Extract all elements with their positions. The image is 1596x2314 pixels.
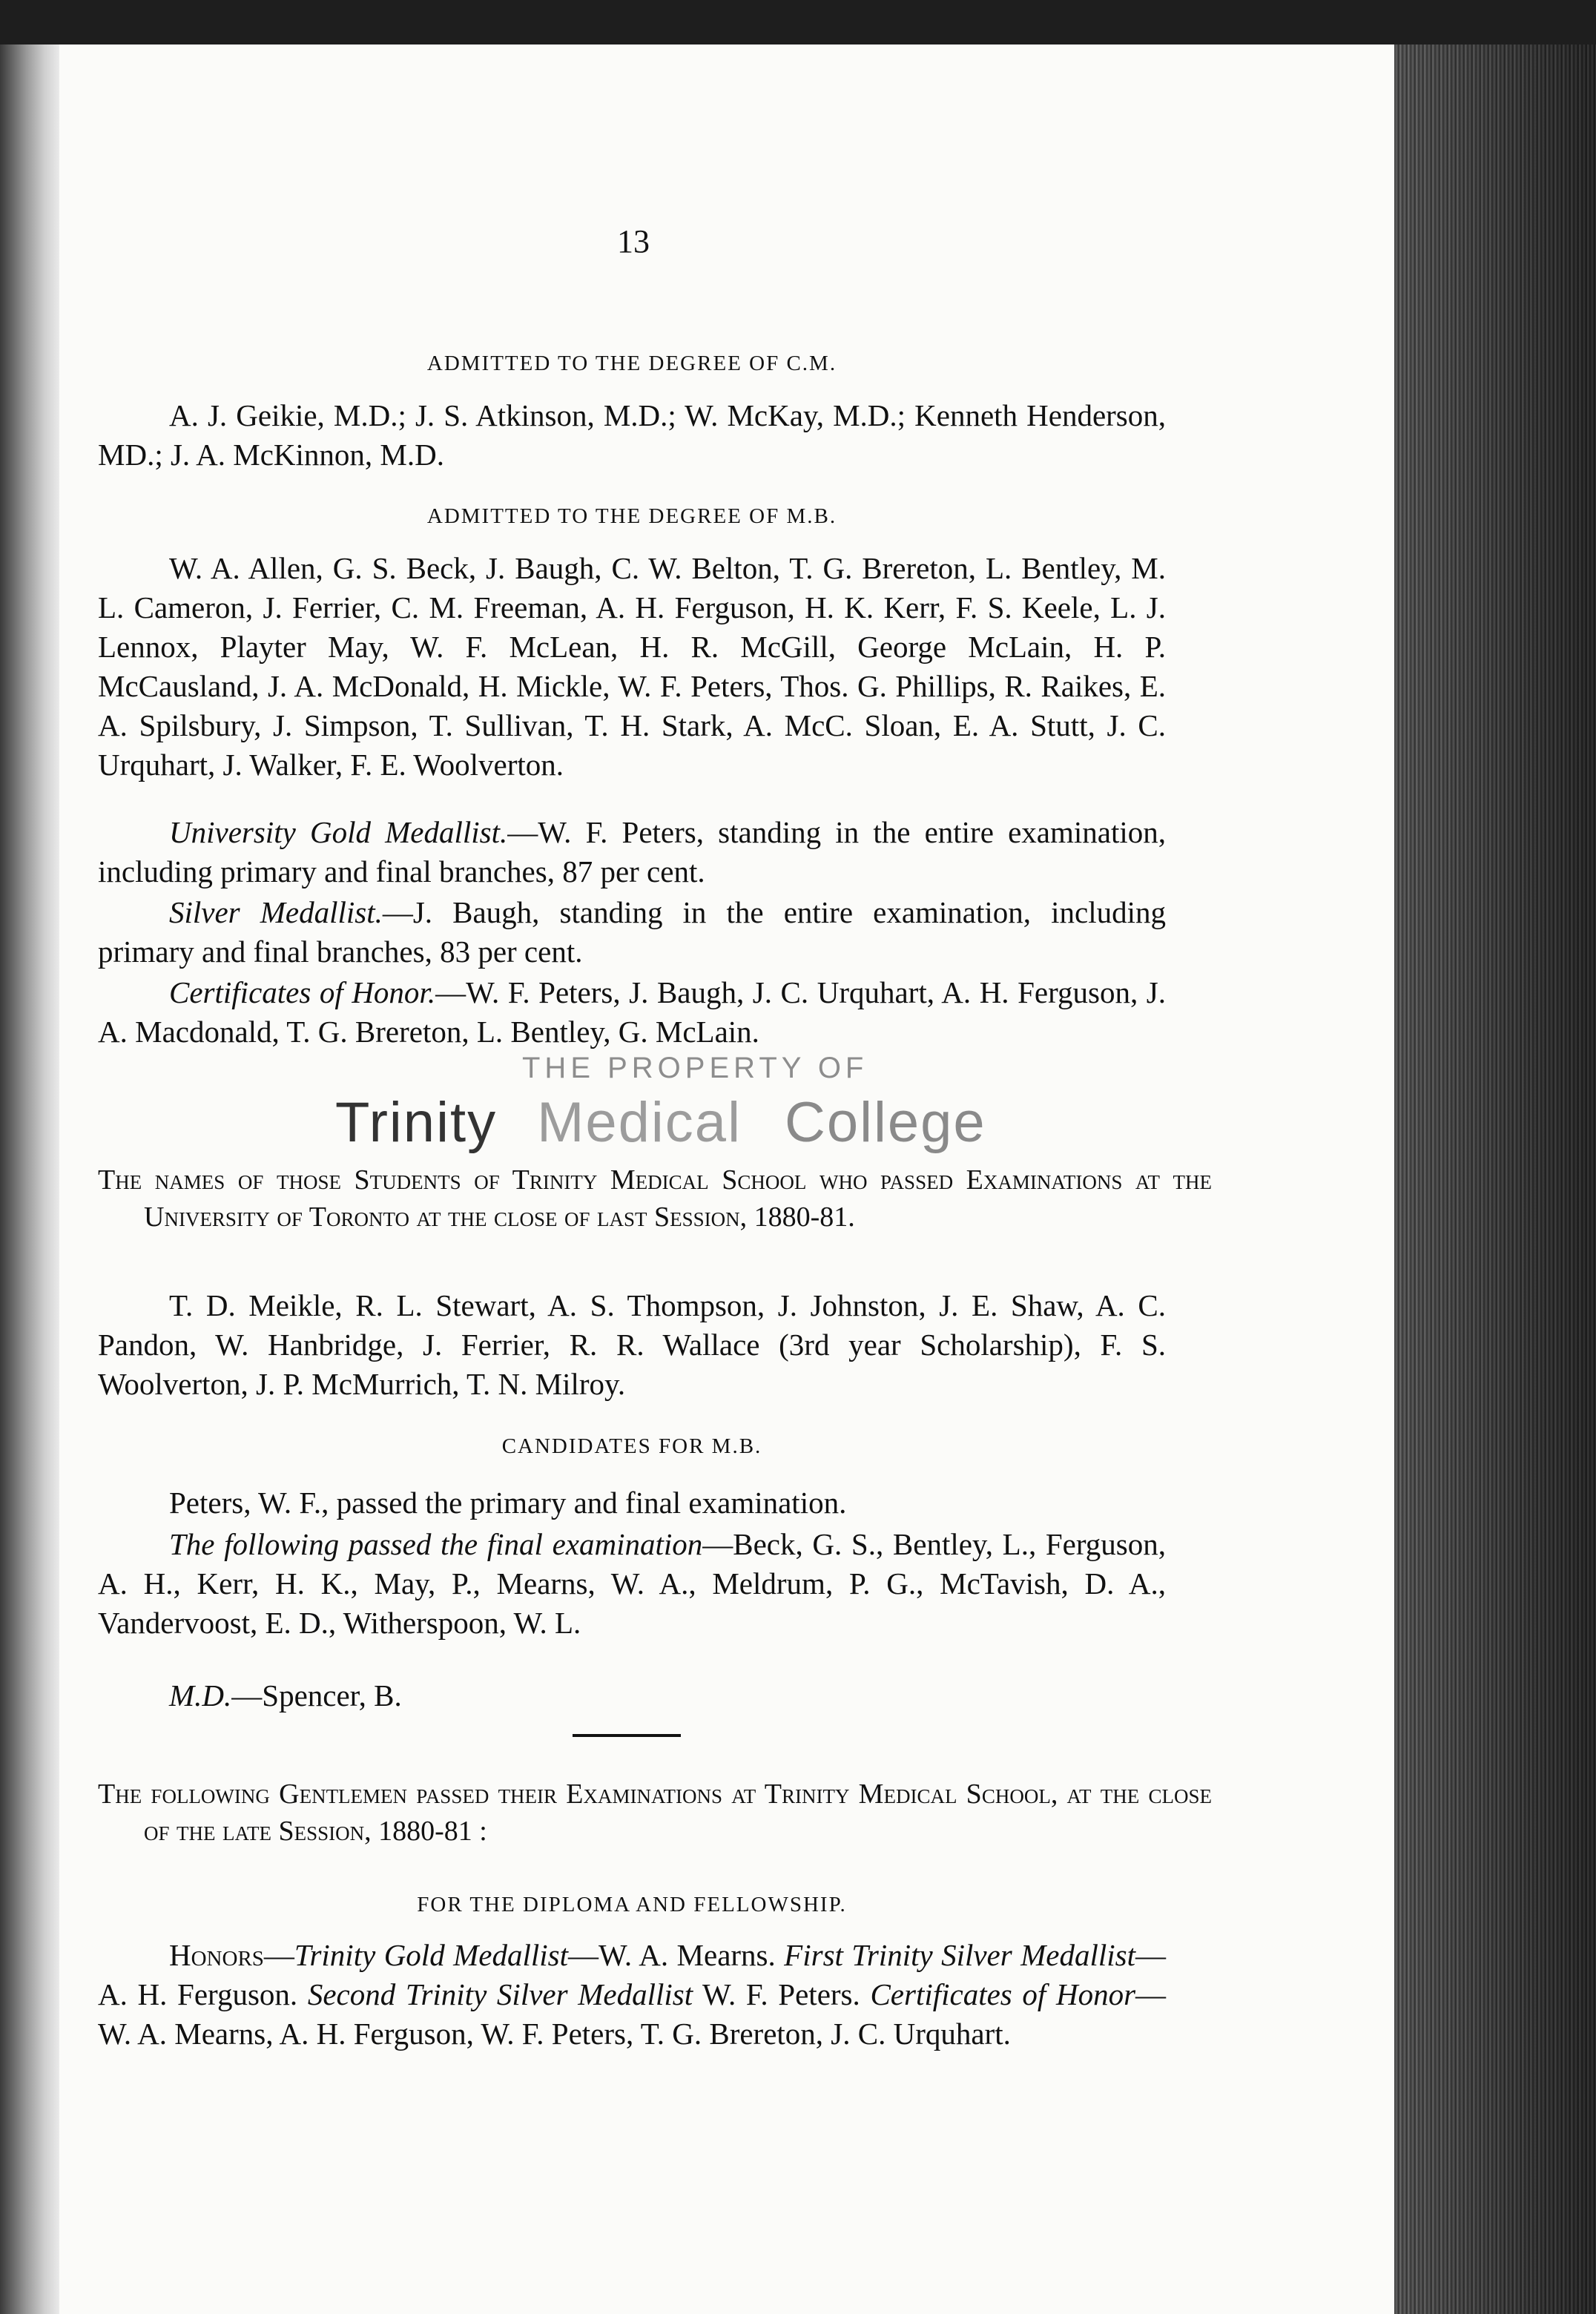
stamp-word-trinity: Trinity	[335, 1091, 498, 1154]
trinity-gold-label: Trinity Gold Medallist	[294, 1938, 568, 1972]
diploma-heading: FOR THE DIPLOMA AND FELLOWSHIP.	[417, 1893, 847, 1916]
cm-graduates: A. J. Geikie, M.D.; J. S. Atkinson, M.D.; W. McKay, M.D.; Kenneth Henderson, MD.; J. A. McKinnon, M.D.	[98, 398, 1166, 472]
library-stamp-top: THE PROPERTY OF	[522, 1052, 868, 1084]
honors-paragraph: Honors—Trinity Gold Medallist—W. A. Mearns. First Trinity Silver Medallist—A. H. Ferguson. Second Trinity Silver Medallist W. F. Peters. Certificates of Honor—W. A. Mearns, A. H. Ferguson, W. F. Peters, T. G. Brereton, J. C. Urquhart.	[98, 1938, 1167, 2051]
silver-medallist-paragraph	[98, 893, 1166, 972]
gold-medallist-text: —W. F. Peters, standing in the entire examination, including primary and final branches, 87 per cent.	[98, 815, 1166, 889]
second-silver-name: W. F. Peters.	[702, 1977, 860, 2011]
first-silver-name: —A. H. Ferguson.	[98, 1938, 1166, 2011]
stamp-word-college: College	[784, 1091, 986, 1154]
stamp-word-medical: Medical	[537, 1091, 742, 1154]
candidates-peters: Peters, W. F., passed the primary and final examination.	[169, 1486, 847, 1520]
md-text: —Spencer, B.	[231, 1678, 402, 1713]
md-paragraph	[98, 1676, 1166, 1715]
toronto-students: T. D. Meikle, R. L. Stewart, A. S. Thompson, J. Johnston, J. E. Shaw, A. C. Pandon, W. Hanbridge, J. Ferrier, R. R. Wallace (3rd year Scholarship), F. S. Woolverton, J. P. McMurrich, T. N. Milroy.	[98, 1288, 1166, 1401]
gold-medallist-label: University Gold Medallist.	[169, 815, 508, 849]
toronto-heading: The names of those Students of Trinity Medical School who passed Examinations at the University of Toronto at the close of last Session, 1880-81.	[98, 1164, 1212, 1233]
gold-medallist-paragraph	[98, 813, 1166, 891]
mb-graduates: W. A. Allen, G. S. Beck, J. Baugh, C. W. Belton, T. G. Brereton, L. Bentley, M. L. Cameron, J. Ferrier, C. M. Freeman, A. H. Ferguson, H. K. Kerr, F. S. Keele, L. J. Lennox, Playter May, W. F. McLean, H. R. McGill, George McLain, H. P. McCausland, J. A. McDonald, H. Mickle, W. F. Peters, Thos. G. Phillips, R. Raikes, E. A. Spilsbury, J. Simpson, T. Sullivan, T. H. Stark, A. McC. Sloan, E. A. Stutt, J. C. Urquhart, J. Walker, F. E. Woolverton.	[98, 551, 1166, 782]
certificates-paragraph	[98, 973, 1166, 1052]
library-stamp	[335, 1090, 986, 1155]
second-silver-label: Second Trinity Silver Medallist	[307, 1977, 693, 2011]
trinity-gold-name: —W. A. Mearns.	[567, 1938, 776, 1972]
candidates-final-label: The following passed the final examination	[169, 1527, 703, 1561]
trinity-heading: The following Gentlemen passed their Examinations at Trinity Medical School, at the close of the late Session, 1880-81 :	[98, 1779, 1212, 1847]
trinity-certificates-names: —W. A. Mearns, A. H. Ferguson, W. F. Peters, T. G. Brereton, J. C. Urquhart.	[98, 1977, 1167, 2051]
book-page	[59, 44, 1394, 2314]
certificates-label: Certificates of Honor.	[169, 975, 436, 1009]
candidates-final-paragraph	[98, 1525, 1166, 1643]
candidates-heading: CANDIDATES FOR M.B.	[501, 1434, 762, 1458]
page-number: 13	[617, 223, 650, 260]
book-page-edges	[1394, 44, 1596, 2314]
honors-label: Honors	[169, 1938, 264, 1972]
candidates-final-text: —Beck, G. S., Bentley, L., Ferguson, A. H., Kerr, H. K., May, P., Mearns, W. A., Meldrum, P. G., McTavish, D. A., Vandervoost, E. D., Witherspoon, W. L.	[98, 1527, 1166, 1640]
md-label: M.D.	[169, 1678, 232, 1713]
silver-medallist-label: Silver Medallist.	[169, 895, 383, 929]
book-left-edge	[0, 44, 59, 2314]
mb-heading: ADMITTED TO THE DEGREE OF M.B.	[426, 504, 837, 528]
silver-medallist-text: —J. Baugh, standing in the entire examination, including primary and final branches, 83 per cent.	[98, 895, 1166, 969]
certificates-text: —W. F. Peters, J. Baugh, J. C. Urquhart, A. H. Ferguson, J. A. Macdonald, T. G. Brereton, L. Bentley, G. McLain.	[98, 975, 1166, 1049]
trinity-certificates-label: Certificates of Honor	[870, 1977, 1136, 2011]
first-silver-label: First Trinity Silver Medallist	[784, 1938, 1135, 1972]
section-divider	[573, 1734, 681, 1737]
cm-heading: ADMITTED TO THE DEGREE OF C.M.	[426, 352, 837, 375]
